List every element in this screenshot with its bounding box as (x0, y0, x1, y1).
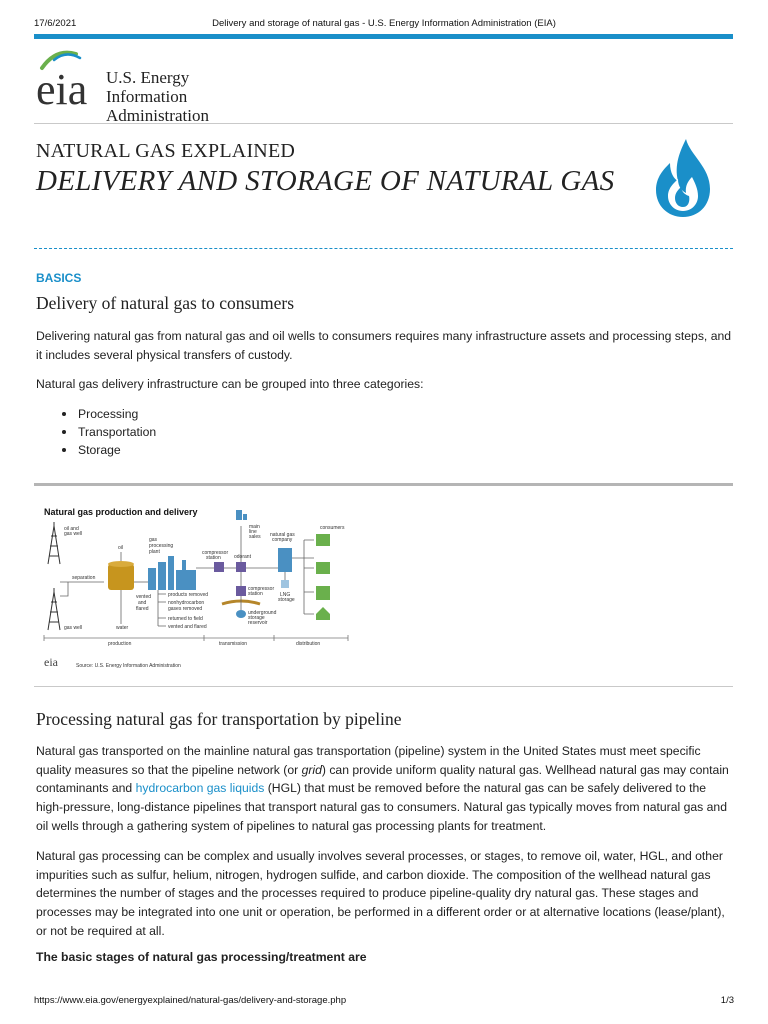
compressor-station-icon (214, 562, 224, 572)
figure-title: Natural gas production and delivery (44, 507, 198, 517)
eia-logo[interactable] (36, 46, 246, 125)
compressor-station-2-icon (236, 586, 246, 596)
label-processing-plant: gas processing plant (149, 537, 174, 555)
page-title: DELIVERY AND STORAGE OF NATURAL GAS (36, 165, 615, 197)
paragraph: Delivering natural gas from natural gas and oil wells to consumers requires many infrastructure assets and processing steps, and it includes several physical transfers of custody. (36, 329, 732, 362)
label-storage: underground storage reservoir (248, 610, 277, 626)
eia-logo-mark-icon (36, 46, 106, 112)
figure-source: Source: U.S. Energy Information Administration (76, 663, 181, 669)
label-vented: vented and flared (136, 594, 152, 612)
power-plant-icon (316, 562, 330, 574)
label-compressor-1: compressor station (202, 550, 229, 561)
category-list (78, 405, 156, 459)
section-heading-processing: Processing natural gas for transportation by pipeline (36, 709, 402, 729)
label-oil: oil (118, 545, 124, 551)
home-icon (316, 607, 330, 620)
label-lng: LNG storage (278, 592, 295, 603)
label-odorant: odorant (234, 554, 251, 560)
label-distribution: distribution (296, 641, 321, 647)
label-main-line: main line sales (249, 524, 261, 540)
gas-well-icon (48, 588, 60, 630)
building-icon (236, 510, 247, 520)
paragraph: Natural gas delivery infrastructure can be grouped into three categories: (36, 377, 424, 391)
svg-text:eia: eia (36, 65, 88, 112)
natural-gas-delivery-diagram[interactable] (38, 496, 354, 676)
gas-company-icon (278, 548, 292, 572)
odorant-icon (236, 562, 246, 572)
label-transmission: transmission (219, 641, 248, 647)
consumer-icons (316, 534, 330, 620)
print-date: 17/6/2021 (34, 18, 77, 29)
separator-tank-icon (108, 564, 134, 590)
list-item: Storage (78, 441, 156, 459)
print-header (34, 18, 734, 32)
label-products-removed: products removed (168, 592, 209, 598)
label-company: natural gas company (270, 532, 295, 543)
oil-gas-well-icon (48, 522, 60, 564)
industry-icon (316, 534, 330, 546)
header-divider (34, 123, 733, 124)
label-nonhydrocarbon: nonhydrocarbon gases removed (168, 600, 205, 612)
list-item: Processing (78, 405, 156, 423)
flame-icon (652, 137, 714, 219)
label-vented-flared: vented and flared (168, 624, 207, 630)
processing-plant-icon (148, 556, 196, 590)
label-separation: separation (72, 575, 96, 581)
label-production: production (108, 641, 132, 647)
section-label-basics: BASICS (36, 271, 82, 285)
section-heading-delivery: Delivery of natural gas to consumers (36, 293, 295, 313)
commercial-icon (316, 586, 330, 600)
label-water: water (116, 625, 129, 631)
stages-intro: The basic stages of natural gas processing/treatment are (36, 950, 367, 964)
page-number: 1/3 (720, 995, 734, 1006)
list-item: Transportation (78, 425, 157, 439)
label-gas-well: gas well (64, 625, 83, 631)
label-consumers: consumers (320, 525, 345, 531)
eia-org-name: U.S. Energy Information Administration (106, 68, 209, 125)
hgl-link[interactable]: hydrocarbon gas liquids (135, 781, 265, 796)
print-title: Delivery and storage of natural gas - U.S. Energy Information Administration (EIA) (212, 18, 556, 29)
figure-eia-mark: eia (44, 655, 58, 669)
paragraph: Natural gas transported on the mainline natural gas transportation (pipeline) system in the United States must meet specific quality measures so that the pipeline network (or grid) can provide uniform quality natural gas. Wellhead natural gas may contain contaminants and hydrocarbon gas liquids (HGL) that must be removed before the natural gas can be safely delivered to the high-pressure, long-distance pipelines that transport natural gas to consumers. Natural gas typically moves from natural gas and oil wells through a gathering system of pipelines to natural gas processing plants for treatment. (36, 744, 729, 833)
figure-top-rule (34, 483, 733, 486)
label-oil-gas-well: oil and gas well (64, 526, 83, 537)
lng-storage-icon (281, 580, 289, 588)
label-compressor-2: compressor station (248, 586, 275, 597)
label-returned: returned to field (168, 616, 203, 622)
top-accent-bar (34, 34, 733, 39)
paragraph: Natural gas processing can be complex and usually involves several processes, or stages, to remove oil, water, HGL, and other impurities such as sulfur, helium, nitrogen, hydrogen sulfide, and carbon dioxide. The composition of the wellhead natural gas determines the number of stages and the processes required to produce pipeline-quality dry natural gas. These stages and processes may be integrated into one unit or operation, be performed in a different order or at alternative locations (lease/plant), or not be required at all. (36, 849, 725, 938)
print-url: https://www.eia.gov/energyexplained/natural-gas/delivery-and-storage.php (34, 995, 347, 1006)
storage-reservoir-icon (236, 610, 246, 618)
figure-bottom-rule (34, 686, 733, 687)
title-divider (34, 248, 733, 249)
page-kicker: NATURAL GAS EXPLAINED (36, 140, 296, 162)
